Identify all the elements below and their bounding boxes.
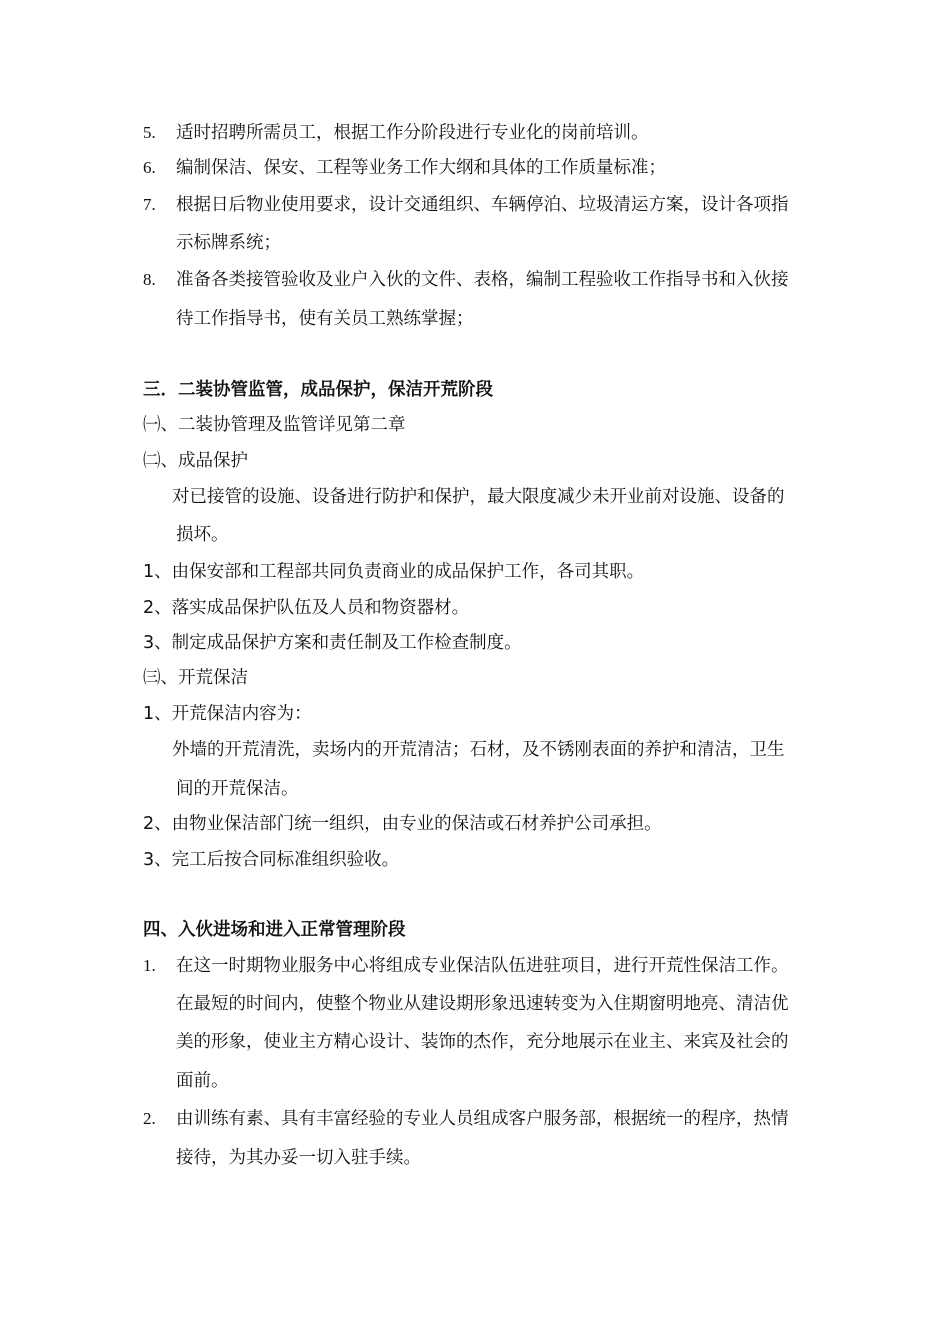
paragraph-line: 间的开荒保洁。 — [176, 779, 299, 799]
paragraph-line: 外墙的开荒清洗，卖场内的开荒清洁；石材，及不锈刚表面的养护和清洁，卫生 — [172, 740, 785, 760]
list-item-text: 面前。 — [176, 1071, 229, 1091]
paragraph-line: 损坏。 — [176, 525, 229, 545]
list-item-text: 在这一时期物业服务中心将组成专业保洁队伍进驻项目，进行开荒性保洁工作。 — [176, 956, 789, 976]
list-number: 2. — [143, 1109, 156, 1128]
subsection-heading: ㈢、开荒保洁 — [143, 668, 248, 688]
list-item: 2、由物业保洁部门统一组织，由专业的保洁或石材养护公司承担。 — [143, 814, 662, 834]
list-item-text: 示标牌系统； — [176, 233, 281, 253]
list-item-text: 待工作指导书，使有关员工熟练掌握； — [176, 309, 474, 329]
list-item-text: 适时招聘所需员工，根据工作分阶段进行专业化的岗前培训。 — [176, 123, 649, 143]
list-item-text: 美的形象，使业主方精心设计、装饰的杰作，充分地展示在业主、来宾及社会的 — [176, 1032, 789, 1052]
subsection-heading: ㈡、成品保护 — [143, 451, 248, 471]
list-item-text: 准备各类接管验收及业户入伙的文件、表格，编制工程验收工作指导书和入伙接 — [176, 270, 789, 290]
list-item: 3、制定成品保护方案和责任制及工作检查制度。 — [143, 633, 522, 653]
section-heading: 三．二装协管监管，成品保护，保洁开荒阶段 — [143, 380, 493, 400]
list-item-text: 接待，为其办妥一切入驻手续。 — [176, 1148, 421, 1168]
paragraph-line: 对已接管的设施、设备进行防护和保护，最大限度减少未开业前对设施、设备的 — [172, 487, 785, 507]
list-number: 6. — [143, 158, 156, 177]
list-item-text: 根据日后物业使用要求，设计交通组织、车辆停泊、垃圾清运方案，设计各项指 — [176, 195, 789, 215]
list-number: 7. — [143, 195, 156, 214]
list-item-text: 由训练有素、具有丰富经验的专业人员组成客户服务部，根据统一的程序，热情 — [176, 1109, 789, 1129]
list-item: 3、完工后按合同标准组织验收。 — [143, 850, 400, 870]
list-item-text: 在最短的时间内，使整个物业从建设期形象迅速转变为入住期窗明地亮、清洁优 — [176, 994, 789, 1014]
list-item-text: 编制保洁、保安、工程等业务工作大纲和具体的工作质量标准； — [176, 158, 666, 178]
subsection-heading: ㈠、二装协管理及监管详见第二章 — [143, 415, 406, 435]
list-number: 8. — [143, 270, 156, 289]
list-number: 1. — [143, 956, 156, 975]
section-heading: 四、入伙进场和进入正常管理阶段 — [143, 920, 406, 940]
list-item: 2、落实成品保护队伍及人员和物资器材。 — [143, 598, 470, 618]
list-item: 1、由保安部和工程部共同负责商业的成品保护工作，各司其职。 — [143, 562, 645, 582]
list-number: 5. — [143, 123, 156, 142]
list-item: 1、开荒保洁内容为： — [143, 704, 312, 724]
